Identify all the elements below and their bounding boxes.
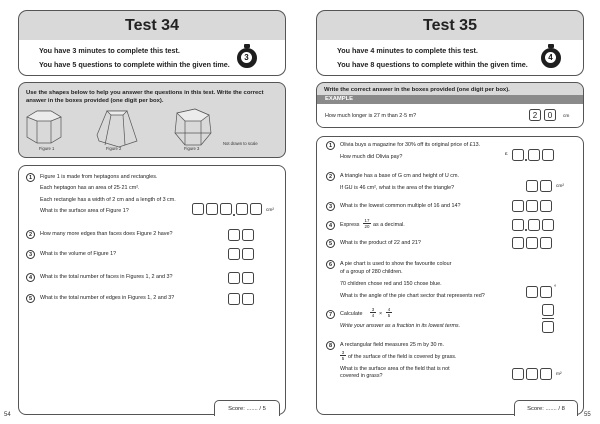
q6-line-4: What is the angle of the pie chart sector that represents red? [340,293,485,299]
q5-answer-box-2[interactable] [526,237,538,249]
q2-answer-box-1[interactable] [526,180,538,192]
q3-answer-box-1[interactable] [512,200,524,212]
question-5-number: 5 [26,294,35,303]
test-34-score: Score: ....... / 5 [214,400,280,416]
q1-answer-box-1[interactable] [192,203,204,215]
q1-answer-box-3[interactable] [220,203,232,215]
q8-fraction [340,350,346,361]
example-question: How much longer is 27 m than 2·5 m? [325,113,417,119]
q1-decimal-point [525,159,527,161]
q6-answer-box-2[interactable] [540,286,552,298]
question-count-text: You have 5 questions to complete within the given time. [39,60,230,69]
right-page [300,0,600,424]
scale-note: Not drawn to scale [223,141,258,146]
q5-text: What is the product of 22 and 21? [340,240,421,246]
page-number-54: 54 [4,412,11,418]
question-2-number: 2 [26,230,35,239]
q8-fraction-numerator: 3 [341,350,345,355]
q8-line-3: What is the surface area of the field that is not [340,366,450,372]
question-5-number: 5 [326,239,335,248]
question-1-number: 1 [26,173,35,182]
q7-line-2: Write your answer as a fraction in its lowest terms. [340,323,461,329]
question-4-number: 4 [26,273,35,282]
q1-line-2: How much did Olivia pay? [340,154,403,160]
q6-line-2: of a group of 280 children. [340,269,403,275]
instructions-line-2: answer in the boxes provided (one digit per box). [26,98,164,104]
q4-decimal-point [525,229,527,231]
test-35-score: Score: ....... / 8 [514,400,578,416]
q7-fraction-1-denominator: 4 [371,313,375,318]
q4-prefix: Express [340,222,360,228]
q4-answer-box-1[interactable] [228,272,240,284]
figure-2-label: Figure 2 [106,146,122,151]
question-6-number: 6 [326,260,335,269]
q1-line-3: Each rectangle has a width of 2 cm and a length of 3 cm. [40,197,176,203]
question-2-number: 2 [326,172,335,181]
q7-numerator-box[interactable] [542,304,554,316]
figure-2-frustum [97,111,137,147]
q4-suffix: as a decimal. [373,222,405,228]
q8-unit: m² [556,372,562,377]
q8-fraction-denominator: 5 [341,356,345,361]
figure-3-gem [175,109,211,145]
q6-degree-unit: ° [554,285,557,291]
example-band [317,95,584,104]
q6-line-1: A pie chart is used to show the favourite colour [340,261,452,267]
q7-fraction-bar [542,318,554,319]
q2-line-1: A triangle has a base of G cm and height of U cm. [340,173,459,179]
q8-answer-box-3[interactable] [540,368,552,380]
q5-answer-box-1[interactable] [512,237,524,249]
q2-answer-box-2[interactable] [540,180,552,192]
question-count-text: You have 8 questions to complete within the given time. [337,60,528,69]
q1-line-4: What is the surface area of Figure 1? [40,208,129,214]
q1-line-1: Figure 1 is made from heptagons and rectangles. [40,174,158,180]
q7-fraction-2-numerator: 4 [387,307,391,312]
q8-answer-box-2[interactable] [526,368,538,380]
q1-line-1: Olivia buys a magazine for 30% off its original price of £13. [340,142,481,148]
q4-answer-box-1[interactable] [512,219,524,231]
q4-text: What is the total number of faces in Figures 1, 2 and 3? [40,274,173,280]
q1-answer-box-2[interactable] [528,149,540,161]
time-limit-text: You have 4 minutes to complete this test. [337,46,478,55]
example-body [317,104,584,128]
q3-answer-box-2[interactable] [242,248,254,260]
test-35-title: Test 35 [316,10,584,40]
q4-answer-box-2[interactable] [242,272,254,284]
test-34-title: Test 34 [18,10,286,40]
q7-prefix: Calculate [340,311,363,317]
example-digit-1: 2 [529,109,541,121]
q8-line-2: of the surface of the field is covered by grass. [348,354,457,360]
instructions-text: Write the correct answer in the boxes provided (one digit per box). [324,87,510,93]
q4-fraction-denominator: 20 [364,224,370,229]
stopwatch-icon [236,44,258,68]
figure-1-label: Figure 1 [39,146,55,151]
q7-fraction-2 [386,307,392,318]
figure-3-label: Figure 3 [184,146,200,151]
question-8-number: 8 [326,341,335,350]
q2-unit: cm² [556,184,564,189]
q3-answer-box-3[interactable] [540,200,552,212]
stopwatch-number: 4 [545,52,556,63]
time-limit-text: You have 3 minutes to complete this test. [39,46,180,55]
q5-text: What is the total number of edges in Figures 1, 2 and 3? [40,295,175,301]
q3-answer-box-2[interactable] [526,200,538,212]
q3-answer-box-1[interactable] [228,248,240,260]
q3-text: What is the lowest common multiple of 16 and 14? [340,203,461,209]
question-7-number: 7 [326,310,335,319]
q5-answer-box-1[interactable] [228,293,240,305]
q4-fraction [363,218,371,229]
question-4-number: 4 [326,221,335,230]
q2-answer-box-2[interactable] [242,229,254,241]
q7-fraction-2-denominator: 5 [387,313,391,318]
q5-answer-box-2[interactable] [242,293,254,305]
example-digit-2: 0 [544,109,556,121]
q2-line-2: If GU is 46 cm², what is the area of the triangle? [340,185,455,191]
question-3-number: 3 [26,250,35,259]
q1-currency: £ [505,152,508,157]
stopwatch-icon [540,44,562,68]
q1-unit: cm² [266,208,274,213]
q1-answer-box-1[interactable] [512,149,524,161]
q4-answer-box-2[interactable] [528,219,540,231]
q8-line-4: covered in grass? [340,373,383,379]
q3-text: What is the volume of Figure 1? [40,251,117,257]
page-number-55: 55 [584,412,591,418]
test-35-instructions-panel [316,82,584,128]
question-3-number: 3 [326,202,335,211]
q1-answer-box-3[interactable] [542,149,554,161]
question-1-number: 1 [326,141,335,150]
example-label: EXAMPLE [325,96,354,102]
q7-denominator-box[interactable] [542,321,554,333]
q1-line-2: Each heptagon has an area of 25·21 cm². [40,185,140,191]
q1-answer-box-5[interactable] [250,203,262,215]
q1-answer-box-4[interactable] [236,203,248,215]
q6-answer-box-1[interactable] [526,286,538,298]
figure-1-heptagonal-prism [27,111,61,143]
q5-answer-box-3[interactable] [540,237,552,249]
q7-fraction-1 [370,307,376,318]
q2-text: How many more edges than faces does Figure 2 have? [40,231,173,237]
q1-answer-box-2[interactable] [206,203,218,215]
figures-illustration [19,105,285,157]
q6-line-3: 70 children chose red and 150 chose blue. [340,281,442,287]
q8-answer-box-1[interactable] [512,368,524,380]
q1-decimal-point [233,214,235,216]
q2-answer-box-1[interactable] [228,229,240,241]
instructions-line-1: Use the shapes below to help you answer the questions in this test. Write the correct [26,90,264,96]
q8-line-1: A rectangular field measures 25 m by 30 m. [340,342,444,348]
stopwatch-number: 3 [241,52,252,63]
test-34-instructions-panel [18,82,286,158]
q4-answer-box-3[interactable] [542,219,554,231]
q4-fraction-numerator: 17 [364,218,370,223]
example-unit: cm [563,114,570,119]
q7-fraction-1-numerator: 3 [371,307,375,312]
q7-operator: × [379,311,383,317]
